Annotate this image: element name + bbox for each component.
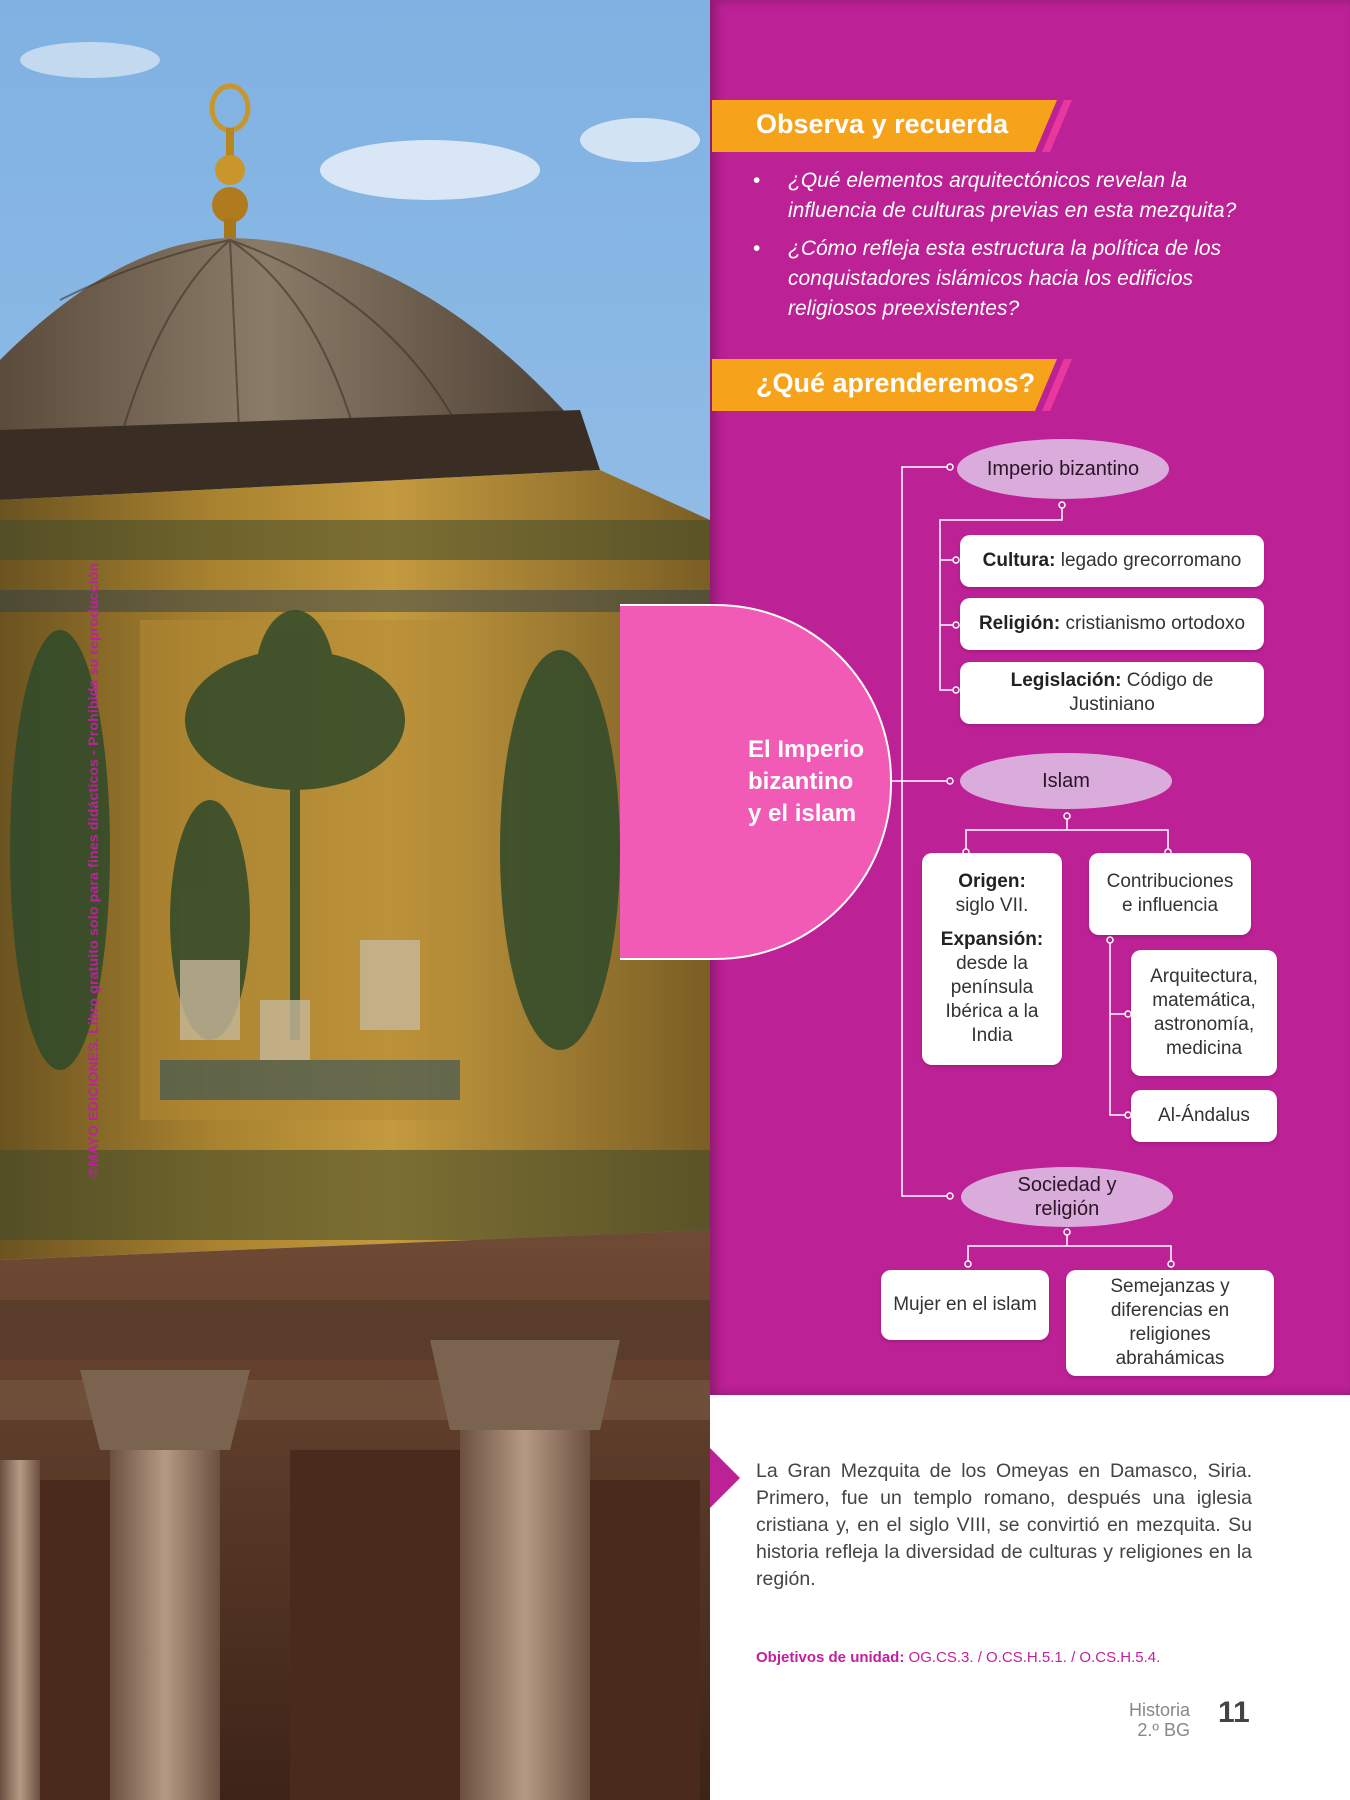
cultura-term: Cultura: — [982, 550, 1056, 571]
expansion-text: desde la península Ibérica a la India — [945, 953, 1039, 1046]
observa-title: Observa y recuerda — [756, 109, 1009, 139]
node-contribuciones: Contribuciones e influencia — [1089, 853, 1251, 935]
footer-subject — [1100, 1700, 1190, 1740]
node-mujer-islam: Mujer en el islam — [881, 1270, 1049, 1340]
copyright-watermark: ©MAYO EDICIONES. Libro gratuito solo para fines didácticos - Prohibida su reproducción — [85, 562, 101, 1177]
node-al-andalus: Al-Ándalus — [1131, 1090, 1277, 1142]
node-arquitectura: Arquitectura, matemática, astronomía, medicina — [1131, 950, 1277, 1076]
caption-arrow-icon — [710, 1448, 740, 1508]
religion-text: cristianismo ortodoxo — [1065, 613, 1246, 634]
legislacion-text: Código de Justiniano — [1069, 670, 1214, 715]
religion-term: Religión: — [978, 613, 1061, 634]
node-religion — [960, 598, 1264, 650]
expansion-term: Expansión: — [940, 929, 1044, 950]
unit-objectives — [756, 1649, 1160, 1666]
objectives-label: Objetivos de unidad: — [756, 1649, 905, 1666]
node-sociedad-religion: Sociedad y religión — [961, 1167, 1173, 1227]
page-number: 11 — [1218, 1696, 1250, 1729]
node-legislacion — [960, 662, 1264, 724]
node-islam: Islam — [960, 753, 1172, 809]
node-cultura — [960, 535, 1264, 587]
cultura-text: legado grecorromano — [1060, 550, 1242, 571]
origen-term: Origen: — [958, 871, 1026, 892]
footer-subject-name: Historia — [1128, 1700, 1190, 1720]
objectives-value: OG.CS.3. / O.CS.H.5.1. / O.CS.H.5.4. — [908, 1649, 1161, 1666]
question-item: • ¿Cómo refleja esta estructura la política de los conquistadores islámicos hacia los edificios religiosos preexistentes? — [750, 234, 1270, 324]
photo-caption: La Gran Mezquita de los Omeyas en Damasco, Siria. Primero, fue un templo romano, después una iglesia cristiana y, en el siglo VIII, se convirtió en mezquita. Su historia refleja la diversidad de culturas y religiones en la región. — [756, 1460, 1252, 1590]
question-item: • ¿Qué elementos arquitectónicos revelan la influencia de culturas previas en esta mezquita? — [750, 166, 1270, 226]
footer-grade: 2.º BG — [1137, 1720, 1190, 1740]
hub-label: El Imperio bizantino y el islam — [748, 736, 865, 827]
node-origen-expansion — [922, 853, 1062, 1065]
node-imperio-bizantino: Imperio bizantino — [957, 439, 1169, 499]
node-semejanzas: Semejanzas y diferencias en religiones abrahámicas — [1066, 1270, 1274, 1376]
aprenderemos-title: ¿Qué aprenderemos? — [756, 368, 1036, 398]
origen-text: siglo VII. — [955, 895, 1029, 916]
legislacion-term: Legislación: — [1010, 670, 1122, 691]
